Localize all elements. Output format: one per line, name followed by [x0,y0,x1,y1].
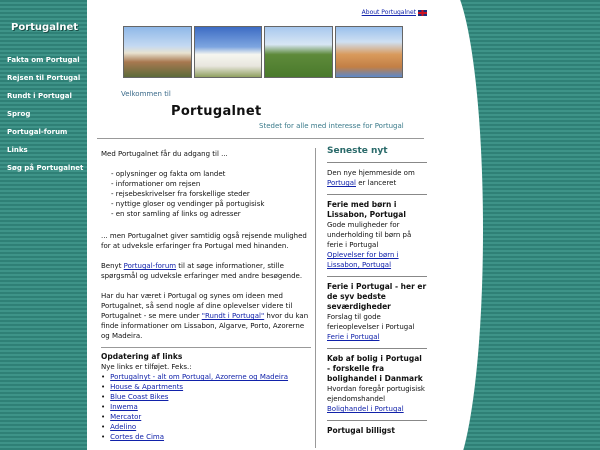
link-adelino[interactable]: Adelino [110,423,137,431]
news-heading: Køb af bolig i Portugal - forskelle fra bolighandel i Danmark [327,354,423,383]
main-content [101,149,311,442]
news-item [327,348,427,414]
header-divider [97,138,424,139]
update-title: Opdatering af links [101,352,183,361]
page-title: Portugalnet [171,104,262,119]
sidebar [0,0,86,450]
update-subtitle: Nye links er tilføjet. Feks.: [101,363,192,371]
list-item [101,392,311,402]
nav-forum[interactable]: Portugal-forum [7,128,68,136]
uk-flag-icon [418,10,427,16]
paragraph-forum: Benyt Portugal-forum til at søge informationer, stille spørgsmål og udveksle erfaringer med andre besøgende. [101,262,303,280]
photo-strip [123,26,403,78]
forum-link[interactable]: Portugal-forum [123,262,177,270]
list-item [101,372,311,382]
nav-sprog[interactable]: Sprog [7,110,31,118]
list-item: - en stor samling af links og adresser [111,210,241,218]
intro-text: Med Portugalnet får du adgang til ... [101,150,228,158]
list-item [101,382,311,392]
photo-green-field [264,26,333,78]
news-heading: Ferie med børn i Lissabon, Portugal [327,200,406,219]
news-link-portugal[interactable]: Portugal [327,179,356,187]
list-item: - oplysninger og fakta om landet [111,170,226,178]
link-inwema[interactable]: Inwema [110,403,138,411]
page-curve [433,0,483,450]
link-house-apartments[interactable]: House & Apartments [110,383,184,391]
link-cortes-de-cima[interactable]: Cortes de Cima [110,433,165,441]
rundt-link[interactable]: "Rundt i Portugal" [201,312,265,320]
sidebar-nav [7,54,83,180]
news-text: Forslag til gode ferieoplevelser i Portugal [327,313,415,331]
link-blue-coast-bikes[interactable]: Blue Coast Bikes [110,393,169,401]
photo-beach-rocks [335,26,404,78]
content-page [87,0,433,450]
nav-rejsen[interactable]: Rejsen til Portugal [7,74,81,82]
update-divider [101,347,311,348]
list-item [101,412,311,422]
link-portugalnyt[interactable]: Portugalnyt - alt om Portugal, Azorerne og Madeira [110,373,289,381]
news-heading: Portugal billigst [327,426,395,435]
nav-links[interactable]: Links [7,146,28,154]
feature-list [111,169,311,219]
link-mercator[interactable]: Mercator [110,413,142,421]
news-column [327,146,427,442]
paragraph-share: Har du har været i Portugal og synes om ideen med Portugalnet, så send nogle af dine oplevelser videre til Portugalnet - se mere under "Rundt i Portugal" hvor du kan finde informationer om Lissabon, Algarve, Porto, Azorerne og Madeira. [101,292,309,340]
news-item [327,194,427,270]
nav-fakta[interactable]: Fakta om Portugal [7,56,80,64]
tagline: Stedet for alle med interesse for Portugal [259,122,404,130]
list-item: - informationer om rejsen [111,180,201,188]
list-item [101,422,311,432]
about-link[interactable]: About Portugalnet [362,9,427,16]
right-decoration [433,0,600,450]
news-item [327,420,427,436]
list-item: - rejsebeskrivelser fra forskellige steder [111,190,250,198]
news-title: Seneste nyt [327,146,388,156]
welcome-text: Velkommen til [121,90,171,98]
news-heading: Ferie i Portugal - her er de syv bedste seværdigheder [327,282,427,311]
news-link-lissabon[interactable]: Oplevelser for børn i Lissabon, Portugal [327,251,399,269]
news-link-bolighandel[interactable]: Bolighandel i Portugal [327,405,404,413]
news-item: Den nye hjemmeside om Portugal er lanceret [327,162,427,188]
paragraph-exchange: ... men Portugalnet giver samtidig også rejsende mulighed for at udveksle erfaringer fra Portugal med hinanden. [101,232,307,250]
nav-search[interactable]: Søg på Portugalnet [7,164,84,172]
news-item [327,276,427,342]
column-divider [315,148,316,448]
news-text: Hvordan foregår portugisisk ejendomshandel [327,385,425,403]
nav-rundt[interactable]: Rundt i Portugal [7,92,72,100]
news-text: Gode muligheder for underholding til børn på ferie i Portugal [327,221,412,249]
list-item [101,432,311,442]
news-link-ferie[interactable]: Ferie i Portugal [327,333,380,341]
link-list [101,372,311,442]
list-item: - nyttige gloser og vendinger på portugisisk [111,200,265,208]
list-item [101,402,311,412]
site-logo[interactable]: Portugalnet [11,22,79,33]
photo-cliff-town [123,26,192,78]
photo-white-church [194,26,263,78]
